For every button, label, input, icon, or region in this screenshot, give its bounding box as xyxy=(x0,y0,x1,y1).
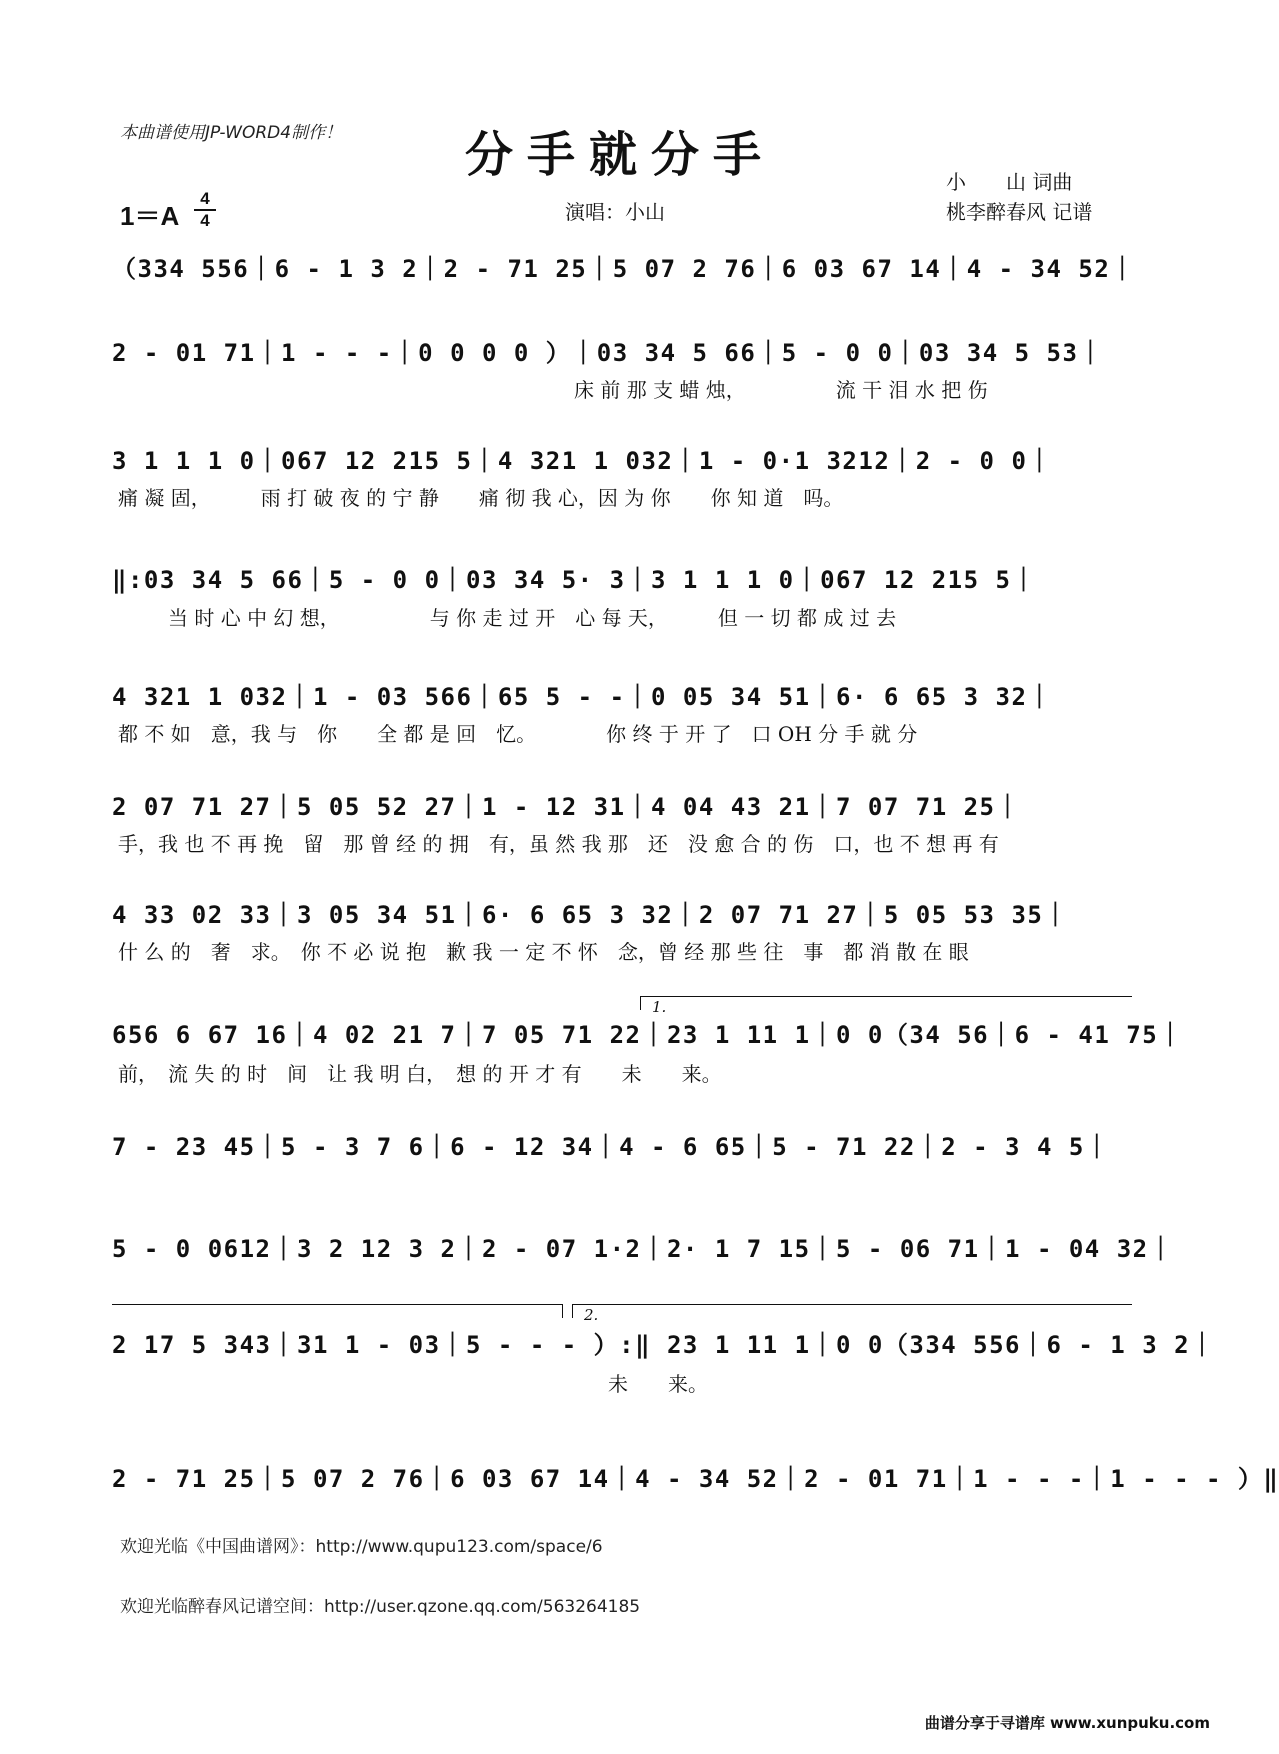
system-4-notes: ‖:03 34 5 66｜5 - 0 0｜03 34 5· 3｜3 1 1 1 0｜067 12 215 5｜ xyxy=(112,566,1037,594)
song-title: 分手就分手 xyxy=(464,127,775,183)
system-6-lyrics: 手，我 也 不 再 挽 留 那 曾 经 的 拥 有，虽 然 我 那 还 没 愈 合 的 伤 口，也 不 想 再 有 xyxy=(118,832,999,856)
first-ending-bracket xyxy=(640,996,1132,997)
second-ending-bracket xyxy=(572,1304,1132,1305)
system-11-notes: 2 17 5 343｜31 1 - 03｜5 - - - ）:‖ 23 1 11 1｜0 0（334 556｜6 - 1 3 2｜ xyxy=(112,1331,1216,1359)
system-2-lyrics: 床 前 那 支 蜡 烛， 流 干 泪 水 把 伤 xyxy=(574,378,988,402)
system-6-notes: 2 07 71 27｜5 05 52 27｜1 - 12 31｜4 04 43 21｜7 07 71 25｜ xyxy=(112,793,1022,821)
first-ending-continuation xyxy=(112,1304,562,1305)
time-signature-top: 4 xyxy=(200,189,210,208)
system-8-notes: 656 6 67 16｜4 02 21 7｜7 05 71 22｜23 1 11 1｜0 0（34 56｜6 - 41 75｜ xyxy=(112,1021,1184,1049)
system-5-notes: 4 321 1 032｜1 - 03 566｜65 5 - -｜0 05 34 51｜6· 6 65 3 32｜ xyxy=(112,683,1053,711)
footer-line-2: 欢迎光临醉春风记谱空间：http://user.qzone.qq.com/563264185 xyxy=(120,1597,641,1617)
footer-line-1: 欢迎光临《中国曲谱网》：http://www.qupu123.com/space/6 xyxy=(120,1537,603,1557)
first-ending-bracket-hook xyxy=(640,996,641,1010)
time-signature xyxy=(194,190,216,230)
system-10-notes: 5 - 0 0612｜3 2 12 3 2｜2 - 07 1·2｜2· 1 7 15｜5 - 06 71｜1 - 04 32｜ xyxy=(112,1235,1175,1263)
system-5-lyrics: 都 不 如 意，我 与 你 全 都 是 回 忆。 你 终 于 开 了 口 OH 分 手 就 分 xyxy=(118,722,918,746)
first-ending-label: 1. xyxy=(652,998,667,1016)
first-ending-close xyxy=(562,1304,563,1318)
watermark: 曲谱分享于寻谱库 www.xunpuku.com xyxy=(924,1714,1210,1732)
time-signature-bottom: 4 xyxy=(200,211,210,230)
system-1-notes: （334 556｜6 - 1 3 2｜2 - 71 25｜5 07 2 76｜6 03 67 14｜4 - 34 52｜ xyxy=(112,255,1136,283)
transcriber: 桃李醉春风 记谱 xyxy=(946,200,1093,224)
singer: 演唱：小山 xyxy=(565,200,665,224)
system-11-lyrics: 未 来。 xyxy=(608,1372,708,1396)
system-9-notes: 7 - 23 45｜5 - 3 7 6｜6 - 12 34｜4 - 6 65｜5 - 71 22｜2 - 3 4 5｜ xyxy=(112,1133,1111,1161)
system-8-lyrics: 前， 流 失 的 时 间 让 我 明 白， 想 的 开 才 有 未 来。 xyxy=(118,1062,722,1086)
system-7-notes: 4 33 02 33｜3 05 34 51｜6· 6 65 3 32｜2 07 71 27｜5 05 53 35｜ xyxy=(112,901,1069,929)
system-12-notes: 2 - 71 25｜5 07 2 76｜6 03 67 14｜4 - 34 52｜2 - 01 71｜1 - - -｜1 - - - ）‖ xyxy=(112,1465,1279,1493)
system-2-notes: 2 - 01 71｜1 - - -｜0 0 0 0 ）｜03 34 5 66｜5 - 0 0｜03 34 5 53｜ xyxy=(112,339,1104,367)
key-signature: 1＝A xyxy=(120,201,180,231)
system-3-notes: 3 1 1 1 0｜067 12 215 5｜4 321 1 032｜1 - 0·1 3212｜2 - 0 0｜ xyxy=(112,447,1053,475)
software-note: 本曲谱使用JP-WORD4制作！ xyxy=(120,123,343,143)
system-7-lyrics: 什 么 的 奢 求。 你 不 必 说 抱 歉 我 一 定 不 怀 念，曾 经 那 些 往 事 都 消 散 在 眼 xyxy=(118,940,969,964)
second-ending-label: 2. xyxy=(584,1306,599,1324)
second-ending-bracket-hook xyxy=(572,1304,573,1318)
system-3-lyrics: 痛 凝 固， 雨 打 破 夜 的 宁 静 痛 彻 我 心，因 为 你 你 知 道 吗。 xyxy=(118,486,844,510)
system-4-lyrics: 当 时 心 中 幻 想， 与 你 走 过 开 心 每 天， 但 一 切 都 成 过 去 xyxy=(168,606,897,630)
lyricist-composer: 小 山 词曲 xyxy=(946,170,1073,194)
